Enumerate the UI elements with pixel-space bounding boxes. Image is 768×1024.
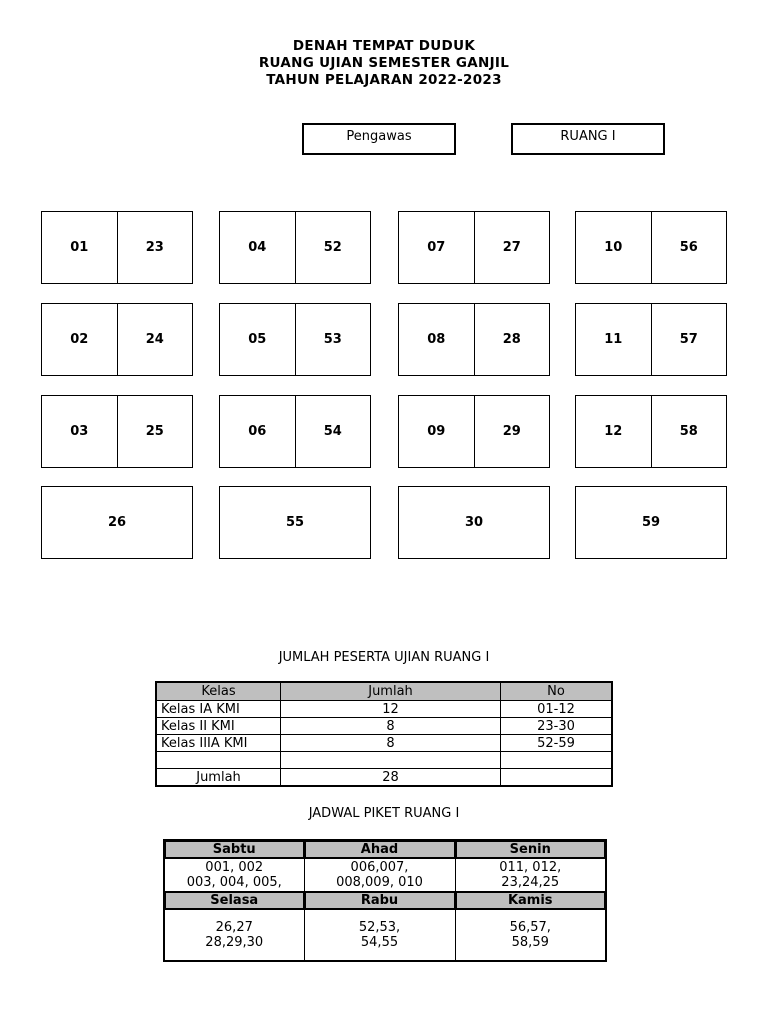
schedule-title: JADWAL PIKET RUANG I	[308, 806, 460, 821]
desk	[219, 211, 371, 284]
seat-number: 10	[604, 240, 623, 255]
cell-jumlah: 12	[281, 701, 501, 718]
cell-jumlah: 8	[281, 735, 501, 752]
seat-number: 29	[474, 396, 550, 467]
room-box: RUANG I	[511, 123, 665, 155]
table-row	[156, 701, 612, 718]
title-line-3: TAHUN PELAJARAN 2022-2023	[266, 72, 502, 88]
desk	[219, 303, 371, 376]
seat-number: 30	[464, 515, 484, 530]
seat-number: 23	[117, 212, 193, 283]
duty-line: 26,27	[215, 920, 253, 935]
desk	[398, 395, 550, 468]
seat-number: 04	[248, 240, 267, 255]
title-line-2: RUANG UJIAN SEMESTER GANJIL	[258, 55, 510, 71]
day-header: Sabtu	[164, 840, 304, 859]
participants-table	[155, 681, 613, 787]
seat-number: 07	[427, 240, 446, 255]
duty-line: 58,59	[511, 935, 549, 950]
table-row	[156, 752, 612, 769]
cell-no	[500, 752, 612, 769]
desk	[575, 486, 727, 559]
day-header: Rabu	[304, 892, 455, 910]
seat-number: 53	[295, 304, 371, 375]
desk	[575, 395, 727, 468]
col-header-jumlah: Jumlah	[281, 682, 501, 701]
desk	[219, 486, 371, 559]
seat-number: 03	[70, 424, 89, 439]
seat-number: 28	[474, 304, 550, 375]
duty-line: 001, 002	[205, 860, 264, 875]
table-row	[156, 718, 612, 735]
duty-line: 56,57,	[509, 920, 551, 935]
seat-number: 54	[295, 396, 371, 467]
desk	[41, 211, 193, 284]
duty-cell	[304, 859, 455, 892]
seat-number: 57	[651, 304, 727, 375]
seat-number: 11	[604, 332, 623, 347]
total-label: Jumlah	[156, 769, 281, 787]
seat-number: 12	[604, 424, 623, 439]
cell-kelas: Kelas IIIA KMI	[156, 735, 281, 752]
seat-number: 27	[474, 212, 550, 283]
seat-number: 09	[427, 424, 446, 439]
seat-number: 58	[651, 396, 727, 467]
table-row	[156, 735, 612, 752]
desk	[575, 211, 727, 284]
duty-line: 52,53,	[358, 920, 401, 935]
duty-cell	[164, 859, 304, 892]
schedule-table	[163, 839, 607, 962]
supervisor-box: Pengawas	[302, 123, 456, 155]
title-line-1: DENAH TEMPAT DUDUK	[292, 38, 476, 54]
total-row	[156, 769, 612, 787]
seat-number: 52	[295, 212, 371, 283]
seat-number: 26	[107, 515, 127, 530]
duty-line: 28,29,30	[205, 935, 264, 950]
cell-no: 23-30	[500, 718, 612, 735]
duty-line: 54,55	[360, 935, 399, 950]
seat-number: 59	[641, 515, 661, 530]
cell-no: 01-12	[500, 701, 612, 718]
desk	[41, 303, 193, 376]
duty-cell	[455, 910, 606, 962]
seat-number: 05	[248, 332, 267, 347]
desk	[398, 486, 550, 559]
desk	[398, 211, 550, 284]
seat-number: 25	[117, 396, 193, 467]
seat-number: 56	[651, 212, 727, 283]
duty-line: 011, 012,	[499, 860, 562, 875]
duty-cell	[304, 910, 455, 962]
total-value: 28	[281, 769, 501, 787]
duty-line: 003, 004, 005,	[186, 875, 282, 890]
document-title	[0, 38, 768, 89]
duty-line: 008,009, 010	[336, 875, 423, 890]
cell-no: 52-59	[500, 735, 612, 752]
seat-number: 08	[427, 332, 446, 347]
total-empty	[500, 769, 612, 787]
duty-line: 23,24,25	[501, 875, 560, 890]
col-header-kelas: Kelas	[156, 682, 281, 701]
desk	[398, 303, 550, 376]
desk	[41, 486, 193, 559]
duty-cell	[455, 859, 606, 892]
cell-kelas	[156, 752, 281, 769]
desk	[41, 395, 193, 468]
day-header: Kamis	[455, 892, 606, 910]
day-header: Senin	[455, 840, 606, 859]
seat-number: 01	[70, 240, 89, 255]
participants-title: JUMLAH PESERTA UJIAN RUANG I	[278, 650, 490, 665]
col-header-no: No	[500, 682, 612, 701]
seat-number: 06	[248, 424, 267, 439]
duty-cell	[164, 910, 304, 962]
day-header: Selasa	[164, 892, 304, 910]
seat-number: 02	[70, 332, 89, 347]
cell-jumlah: 8	[281, 718, 501, 735]
desk	[219, 395, 371, 468]
cell-kelas: Kelas IA KMI	[156, 701, 281, 718]
day-header: Ahad	[304, 840, 455, 859]
cell-jumlah	[281, 752, 501, 769]
seat-number: 55	[285, 515, 305, 530]
desk	[575, 303, 727, 376]
duty-line: 006,007,	[350, 860, 409, 875]
cell-kelas: Kelas II KMI	[156, 718, 281, 735]
seat-number: 24	[117, 304, 193, 375]
